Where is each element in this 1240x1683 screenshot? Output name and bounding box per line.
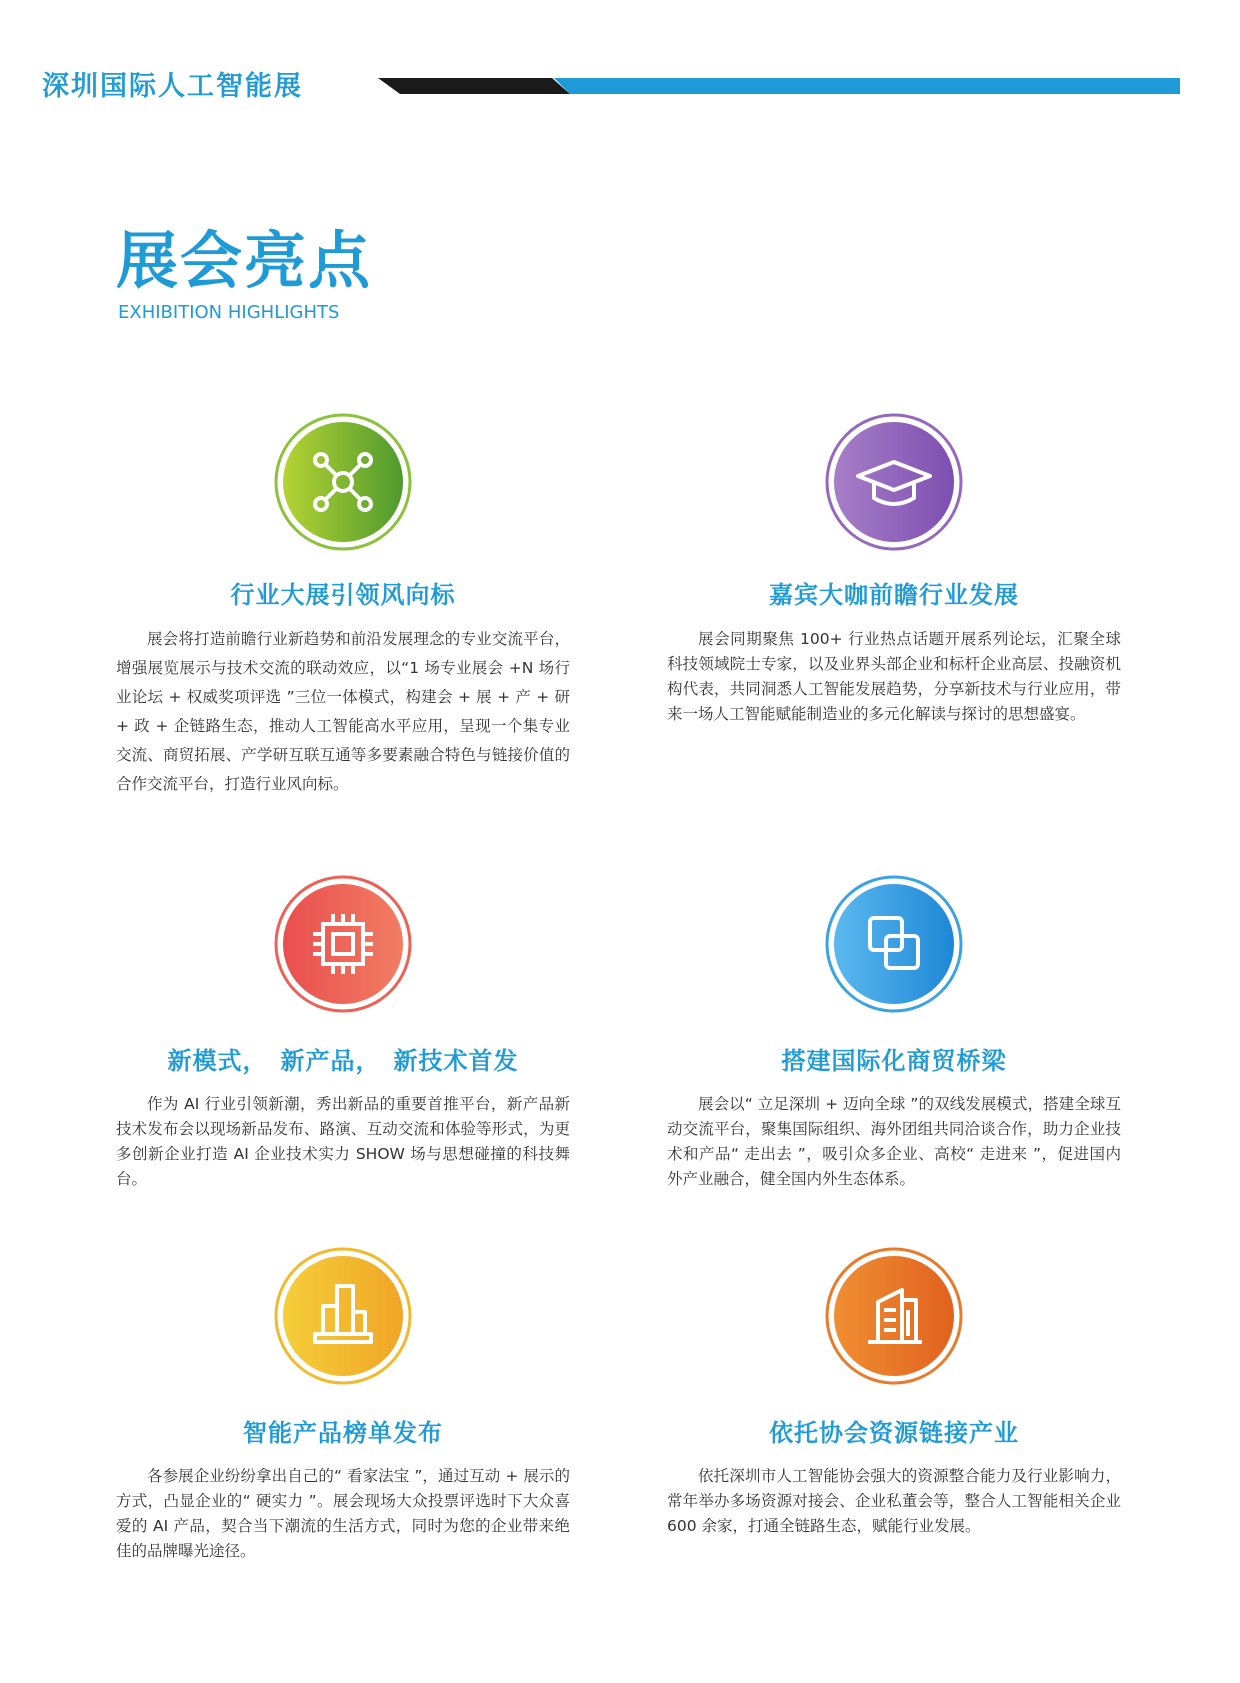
building-icon	[824, 1246, 964, 1386]
card-body: 展会同期聚焦 100+ 行业热点话题开展系列论坛，汇聚全球科技领域院士专家，以及业界头部企业和标杆企业高层、投融资机构代表，共同洞悉人工智能发展趋势，分享新技术与行业应用，带来一场人工智能赋能制造业的多元化解读与探讨的思想盛宴。	[667, 630, 1121, 723]
card-body: 作为 AI 行业引领新潮，秀出新品的重要首推平台，新产品新技术发布会以现场新品发布、路演、互动交流和体验等形式，为更多创新企业打造 AI 企业技术实力 SHOW 场与思想碰撞的科技舞台。	[116, 1095, 570, 1188]
highlight-card-product-ranking	[116, 1246, 570, 1576]
card-title: 行业大展引领风向标	[230, 581, 456, 609]
highlight-card-association	[667, 1246, 1121, 1576]
chip-icon	[273, 874, 413, 1014]
graduation-cap-icon	[824, 412, 964, 552]
header-decor-bars	[378, 76, 1180, 96]
card-body: 依托深圳市人工智能协会强大的资源整合能力及行业影响力，常年举办多场资源对接会、企业私董会等，整合人工智能相关企业 600 余家，打通全链路生态，赋能行业发展。	[667, 1467, 1121, 1535]
card-title: 依托协会资源链接产业	[769, 1419, 1019, 1447]
overlap-squares-icon	[824, 874, 964, 1014]
section-subtitle: EXHIBITION HIGHLIGHTS	[118, 302, 340, 323]
card-title: 嘉宾大咖前瞻行业发展	[769, 581, 1019, 609]
header-title: 深圳国际人工智能展	[42, 71, 303, 102]
card-body: 各参展企业纷纷拿出自己的“ 看家法宝 ”，通过互动 + 展示的方式，凸显企业的“ 硬实力 ”。展会现场大众投票评选时下大众喜爱的 AI 产品，契合当下潮流的生活方式，同时为您的企业带来绝佳的品牌曝光途径。	[116, 1467, 570, 1560]
card-title: 搭建国际化商贸桥梁	[781, 1047, 1007, 1075]
highlight-card-new-launch	[116, 874, 570, 1204]
bar-chart-icon	[273, 1246, 413, 1386]
highlight-card-industry	[116, 412, 570, 802]
section-title: 展会亮点	[116, 224, 373, 297]
highlight-card-guests	[667, 412, 1121, 772]
network-nodes-icon	[273, 412, 413, 552]
card-title: 智能产品榜单发布	[243, 1419, 443, 1447]
card-body: 展会以“ 立足深圳 + 迈向全球 ”的双线发展模式，搭建全球互动交流平台，聚集国际组织、海外团组共同洽谈合作，助力企业技术和产品“ 走出去 ”，吸引众多企业、高校“ 走进来 ”，促进国内外产业融合，健全国内外生态体系。	[667, 1095, 1121, 1188]
card-title: 新模式， 新产品， 新技术首发	[167, 1047, 519, 1075]
card-body: 展会将打造前瞻行业新趋势和前沿发展理念的专业交流平台，增强展览展示与技术交流的联动效应，以“1 场专业展会 +N 场行业论坛 + 权威奖项评选 ”三位一体模式，构建会 + 展 + 产 + 研 + 政 + 企链路生态，推动人工智能高水平应用，呈现一个集专业交流、商贸拓展、产学研互联互通等多要素融合特色与链接价值的合作交流平台，打造行业风向标。	[116, 630, 570, 793]
highlight-card-international	[667, 874, 1121, 1204]
